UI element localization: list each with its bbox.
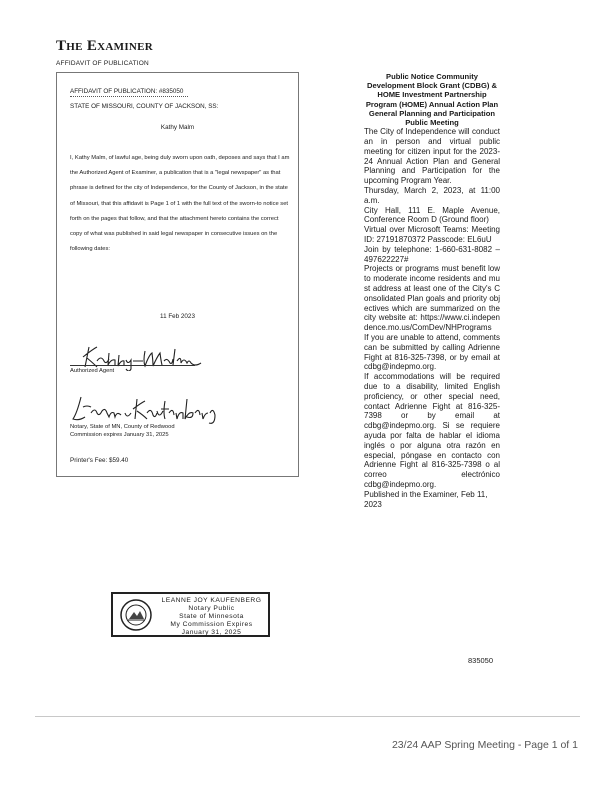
publication-date: 11 Feb 2023	[160, 313, 195, 320]
state-seal-icon	[120, 599, 152, 631]
public-notice	[364, 72, 500, 509]
notary-signature	[69, 393, 249, 425]
notice-paragraph: Projects or programs must benefit low to moderate income residents and must address at least one of the City's Consolidated Plan goals and priority objectives which are summarized on the city website at: https://www.ci.independence.mo.us/ComDev/NHPrograms	[364, 264, 500, 333]
notice-title: Public Notice Community Development Block Grant (CDBG) & HOME Investment Partnership Program (HOME) Annual Action Plan General Planning and Participation Public Meeting	[365, 72, 499, 128]
seal-line: LEANNE JOY KAUFENBERG	[161, 597, 262, 604]
notice-paragraph: If accommodations will be required due to a disability, limited English proficiency, or other special need, contact Adrienne Fight at 816-325-7398 or by email at cdbg@indepmo.org. Si se requiere ayuda por falta de hablar el idioma inglés o por alguna otra razón en especial, póngase en contacto con Adrienne Fight al 816-325-7398 o al correo electrónico cdbg@indepmo.org.	[364, 372, 500, 489]
masthead	[56, 38, 153, 55]
notice-paragraph: If you are unable to attend, comments can be submitted by calling Adrienne Fight at 816-325-7398, or by email at cdbg@indepmo.org.	[364, 332, 500, 372]
signature-line	[70, 365, 195, 366]
affidavit-subtitle: AFFIDAVIT OF PUBLICATION	[56, 60, 149, 67]
seal-line: My Commission Expires	[170, 621, 253, 628]
notary-seal	[111, 592, 270, 637]
notary-line: Notary, State of MN, County of Redwood	[70, 424, 175, 430]
notice-paragraph: Published in the Examiner, Feb 11, 2023	[364, 489, 488, 509]
seal-line: State of Minnesota	[179, 613, 244, 620]
commission-line: Commission expires January 31, 2025	[70, 432, 169, 438]
footer-divider	[35, 716, 580, 717]
notice-paragraph: Thursday, March 2, 2023, at 11:00 a.m.	[364, 186, 500, 205]
notice-paragraph: The City of Independence will conduct an in person and virtual public meeting for citizen input for the 2023-24 Annual Action Plan and General Planning and Participation for the upcoming Program Year.	[364, 127, 500, 186]
masthead-text: The Examiner	[56, 38, 154, 54]
seal-line: January 31, 2025	[181, 629, 242, 636]
page-footer: 23/24 AAP Spring Meeting - Page 1 of 1	[391, 739, 578, 751]
affidavit-state: STATE OF MISSOURI, COUNTY OF JACKSON, SS:	[70, 103, 219, 110]
seal-text	[155, 597, 268, 637]
affidavit-number: AFFIDAVIT OF PUBLICATION: #835050	[70, 88, 184, 95]
seal-line: Notary Public	[188, 605, 235, 612]
notice-paragraph: City Hall, 111 E. Maple Avenue, Conference Room D (Ground floor)	[364, 205, 500, 225]
notice-id: 835050	[468, 656, 494, 665]
notice-paragraph: Join by telephone: 1-660-631-8082 – 497622227#	[364, 244, 500, 264]
divider	[70, 96, 188, 97]
agent-label: Authorized Agent	[70, 368, 115, 374]
affidavit-box	[56, 72, 299, 477]
agent-signature	[71, 341, 251, 371]
affidavit-body: I, Kathy Malm, of lawful age, being duly sworn upon oath, deposes and says that I am the Authorized Agent of Examiner, a publication that is a "legal newspaper" as that phrase is defined for the city of Independence, for the County of Jackson, in the state of Missouri, that this affidavit is Page 1 of 1 with the full text of the sworn-to notice set forth on the pages that follow, and that the attachment hereto contains the correct copy of what was published in said legal newspaper in consecutive issues on the following dates:	[70, 155, 290, 253]
printer-fee: Printer's Fee: $59.40	[70, 457, 129, 464]
affiant-name: Kathy Malm	[160, 124, 195, 131]
notice-paragraph: Virtual over Microsoft Teams: Meeting ID: 271918703​72 Passcode: EL6uU	[364, 225, 500, 244]
